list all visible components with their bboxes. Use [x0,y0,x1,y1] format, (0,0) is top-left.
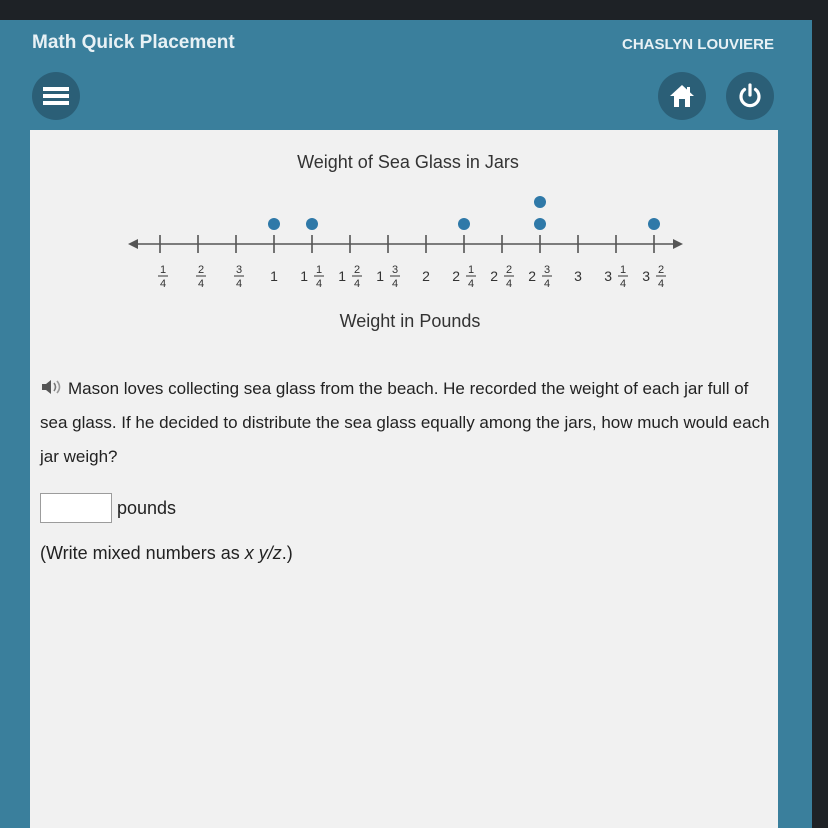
tick-label-denominator: 4 [543,278,551,290]
data-dot [268,218,280,230]
tick-label [574,268,582,284]
tick-label-denominator: 4 [353,278,361,290]
answer-unit: pounds [117,498,177,518]
tick-label [300,264,324,290]
title-bar [0,20,812,66]
tick-label-numerator: 2 [505,264,513,276]
tick-label-numerator: 1 [159,264,167,276]
menu-button[interactable] [32,72,80,120]
tick-label-whole: 2 [452,268,460,284]
app-window [0,20,812,828]
x-axis-label: Weight in Pounds [339,311,481,331]
tick-label-whole: 2 [422,268,430,284]
speaker-icon[interactable] [40,378,66,396]
data-dot [534,218,546,230]
tick-label-numerator: 3 [235,264,243,276]
data-dot [458,218,470,230]
tick-label-denominator: 4 [505,278,513,290]
chart-title: Weight of Sea Glass in Jars [297,152,519,172]
tick-label-denominator: 4 [391,278,399,290]
tick-label-denominator: 4 [619,278,627,290]
question-text-block [40,372,770,474]
tick-label [158,264,168,290]
tick-label [604,264,628,290]
tick-label [452,264,476,290]
tick-label-whole: 1 [300,268,308,284]
tick-label-denominator: 4 [467,278,475,290]
answer-input[interactable] [40,493,112,523]
tick-label-numerator: 1 [619,264,627,276]
data-dot [534,196,546,208]
tick-label [234,264,244,290]
tick-label [490,264,514,290]
home-icon [668,83,696,109]
tick-label-denominator: 4 [159,278,167,290]
axis-right-arrow [673,239,683,249]
tick-label-denominator: 4 [197,278,205,290]
tick-label-numerator: 2 [197,264,205,276]
hint-prefix: (Write mixed numbers as [40,543,245,563]
tick-label [376,264,400,290]
tick-label-numerator: 3 [543,264,551,276]
tick-label-denominator: 4 [235,278,243,290]
data-dot [648,218,660,230]
tick-label [642,264,666,290]
home-button[interactable] [658,72,706,120]
user-name[interactable]: CHASLYN LOUVIERE [622,36,774,53]
format-hint [40,543,293,564]
axis-left-arrow [128,239,138,249]
tick-label-numerator: 3 [391,264,399,276]
tick-label-whole: 3 [604,268,612,284]
tick-label-whole: 3 [642,268,650,284]
app-title: Math Quick Placement [32,32,235,53]
tick-label [528,264,552,290]
tick-label-numerator: 1 [315,264,323,276]
tick-label-numerator: 1 [467,264,475,276]
tick-label-whole: 1 [270,268,278,284]
tick-label-whole: 2 [528,268,536,284]
data-dot [306,218,318,230]
question-card [30,130,778,828]
tick-label-denominator: 4 [657,278,665,290]
question-text: Mason loves collecting sea glass from the beach. He recorded the weight of each jar full of sea glass. If he decided to distribute the sea glass equally among the jars, how much would each jar weigh? [40,379,770,466]
tick-label [196,264,206,290]
tick-label-whole: 3 [574,268,582,284]
tick-label [338,264,362,290]
tick-label-numerator: 2 [657,264,665,276]
power-icon [736,82,764,110]
tick-label-numerator: 2 [353,264,361,276]
dot-plot-chart [30,130,778,340]
tick-label [422,268,430,284]
tick-label-whole: 2 [490,268,498,284]
hamburger-menu-icon [43,85,69,107]
tick-label-whole: 1 [338,268,346,284]
hint-format: x y/z [244,543,282,563]
hint-suffix: .) [281,543,293,563]
power-button[interactable] [726,72,774,120]
tick-label-whole: 1 [376,268,384,284]
tick-label-denominator: 4 [315,278,323,290]
tick-label [270,268,278,284]
